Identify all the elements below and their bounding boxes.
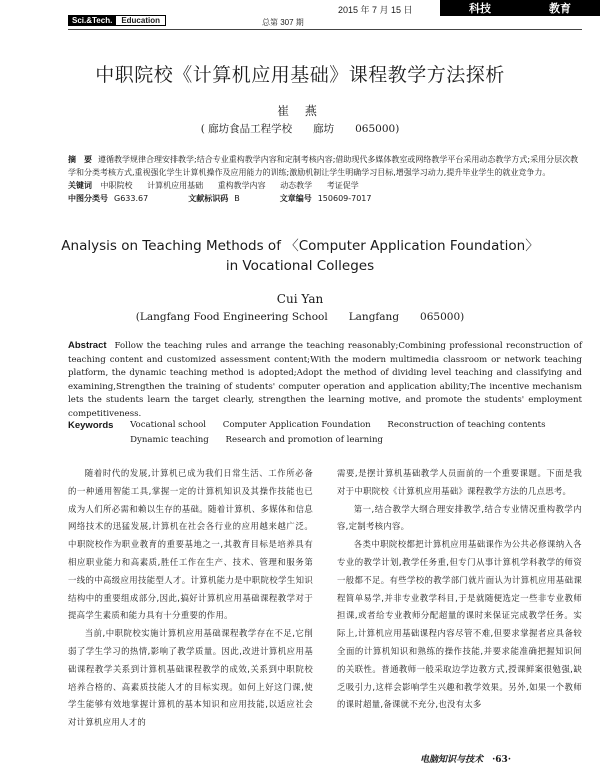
article-title-en: [0, 236, 600, 276]
document-code-value: B: [234, 194, 240, 203]
page-footer: [420, 752, 511, 765]
keyword-en: Dynamic teaching: [130, 435, 209, 445]
keyword-en: Computer Application Foundation: [222, 420, 371, 430]
document-code-label: 文献标识码: [188, 194, 229, 203]
body-paragraph: 各类中职院校都把计算机应用基础课作为公共必修课纳入各专业的教学计划,教学任务重,但专门从事计算机学科教学的师资一般都不足。有些学校的教学部门就片面认为计算机应用基础课程简单易学,并非专业教学科目,于是就随便选定一些非专业教师担课,或者给专业教师分配超量的课时来保证完成教学任务。实际上,计算机应用基础课程内容尽管不难,但要求掌握者应具备较全面的计算机知识和熟练的操作技能,并要求能准确把握知识间的关联性。普通教师一般采取边学边教方式,授课鲜案很勉强,缺乏吸引力,这样会影响学生兴趣和教学效果。另外,如果一个教师的课时超量,备课就不充分,也没有太多: [337, 539, 582, 710]
keywords-cn: [68, 179, 582, 192]
journal-name-black: Sci.&Tech.: [68, 15, 116, 26]
abstract-cn: [68, 153, 582, 179]
journal-name-white: Education: [116, 15, 166, 26]
article-number-label: 文章编号: [279, 194, 312, 203]
journal-name: [68, 15, 166, 26]
article-number-value: 150609-7017: [317, 194, 372, 203]
keyword-cn: 重构教学内容: [217, 181, 266, 190]
article-title-en-line2: in Vocational Colleges: [225, 258, 375, 274]
article-title-en-line1: Analysis on Teaching Methods of 〈Computer Application Foundation〉: [61, 238, 539, 254]
abstract-en: [68, 339, 582, 421]
classification-number: [68, 192, 148, 205]
classification-row: [68, 192, 582, 205]
header-divider: [68, 29, 582, 30]
keywords-label-en: Keywords: [68, 420, 114, 431]
issue-number: 总第 307 期: [262, 18, 304, 27]
keywords-en-list: [116, 418, 545, 448]
body-paragraph: 需要,是摆计算机基础教学人员面前的一个重要课题。下面是我对于中职院校《计算机应用基础》课程教学方法的几点思考。: [337, 468, 582, 496]
abstract-text-cn: 遵循教学规律合理安排教学;结合专业重构教学内容和定制考核内容;借助现代多媒体教室或网络教学平台采用动态教学方式;采用分层次教学和分类考核方式,重视强化学生计算机操作及应用能力的训练;激励机制让学生明确学习目标,增强学习动力,提升毕业学生的就业竞争力。: [68, 155, 579, 177]
article-number: [280, 192, 372, 205]
keyword-en: Reconstruction of teaching contents: [387, 420, 546, 430]
author-cn: 崔 燕: [277, 104, 323, 118]
page-number: ·63·: [492, 755, 511, 765]
affiliation-en: (Langfang Food Engineering School Langfang 065000): [135, 311, 465, 323]
abstract-block-cn: [68, 153, 582, 205]
keyword-en: Research and promotion of learning: [225, 435, 383, 445]
abstract-label-cn: 摘 要: [68, 155, 92, 164]
keywords-en: [68, 418, 582, 448]
keyword-cn: 动态教学: [280, 181, 313, 190]
header-tag: 教育: [549, 2, 571, 15]
classification-value: G633.67: [114, 194, 149, 203]
affiliation-cn: ( 廊坊食品工程学校 廊坊 065000): [200, 123, 400, 135]
keyword-cn: 考证促学: [326, 181, 359, 190]
document-code: [188, 192, 240, 205]
body-paragraph: 当前,中职院校实施计算机应用基础课程教学存在不足,它削弱了学生学习的热情,影响了教学质量。因此,改进计算机应用基础课程教学关系到计算机基础课程教学的成效,关系到中职院校培养合格的、高素质技能人才的目标实现。如何上好这门课,使学生能够有效地掌握计算机的基本知识和应用技能,以适应社会对计算机应用人才的: [68, 628, 313, 728]
body-paragraph: 随着时代的发展,计算机已成为我们日常生活、工作所必备的一种通用智能工具,掌握一定的计算机知识及其操作技能也已成为人们所必需和赖以生存的基础。随着计算机、多媒体和信息网络技术的迅猛发展,计算机在社会各行业的应用越来越广泛。中职院校作为职业教育的重要基地之一,其教育目标是培养具有相应职业能力和高素质,胜任工作在生产、技术、管理和服务第一线的中高级应用技能型人才。计算机能力是中职院校学生知识结构中的重要组成部分,因此,搞好计算机应用基础课程教学对于提高学生素质和能力具有十分重要的作用。: [68, 468, 313, 621]
article-title-cn: 中职院校《计算机应用基础》课程教学方法探析: [95, 64, 505, 86]
keyword-cn: 中职院校: [100, 181, 133, 190]
body-column-right: [337, 465, 582, 714]
abstract-label-en: Abstract: [68, 340, 107, 351]
body-paragraph: 第一,结合教学大纲合理安排教学,结合专业情况重构教学内容,定制考核内容。: [337, 503, 582, 532]
header-tag: 科技: [469, 2, 491, 15]
body-column-left: [68, 465, 313, 732]
keywords-label-cn: 关键词: [68, 181, 92, 190]
footer-journal: 电脑知识与技术: [420, 755, 484, 765]
keyword-cn: 计算机应用基础: [147, 181, 204, 190]
classification-label: 中图分类号: [68, 194, 108, 203]
header-date: 2015 年 7 月 15 日: [338, 5, 413, 15]
abstract-text-en: Follow the teaching rules and arrange the teaching reasonably;Combining professional reconstruction of teaching content and customized assessment content;With the modern multimedia classroom or network teaching platform, the dynamic teaching method is adopted;Adopt the method of dividing level teaching and classifying and examining,Strengthen the training of students' computer operation and application ability;The incentive mechanism lets the students learn the target clearly, strengthen the learning motive, and promote the students' employment competitiveness.: [68, 341, 582, 419]
author-en: Cui Yan: [276, 292, 324, 306]
keyword-en: Vocational school: [130, 420, 207, 430]
header-category-tags: [440, 0, 600, 16]
